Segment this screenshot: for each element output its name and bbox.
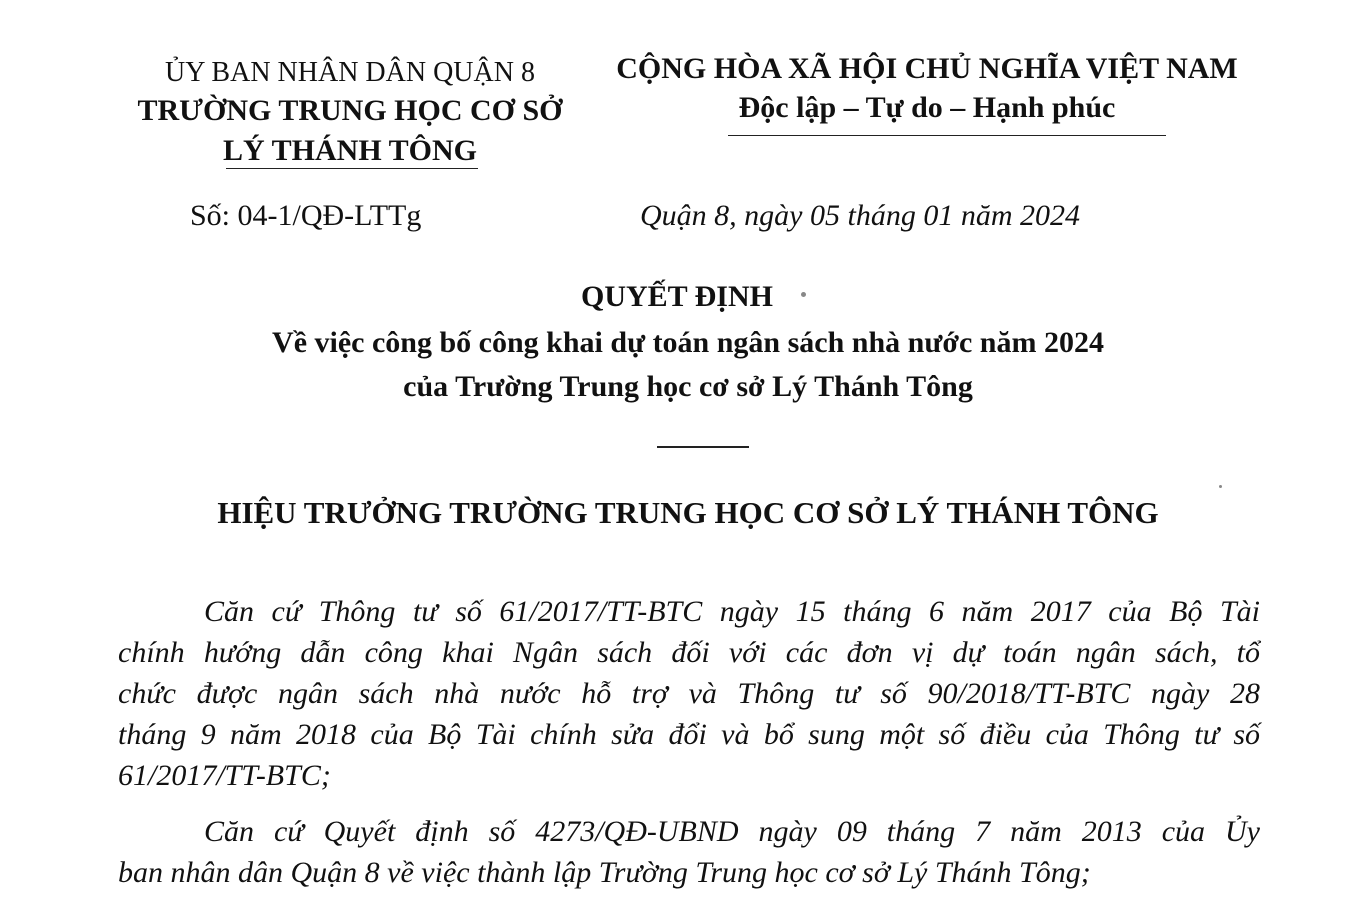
document-title: QUYẾT ĐỊNH [581, 280, 773, 313]
scan-speck [801, 292, 806, 297]
document-subject-line2: của Trường Trung học cơ sở Lý Thánh Tông [403, 370, 973, 403]
legal-basis-paragraph-2 [118, 811, 1260, 893]
title-divider [657, 446, 749, 448]
agency-name-line1: TRƯỜNG TRUNG HỌC CƠ SỞ [137, 94, 563, 127]
motto-underline [728, 135, 1166, 136]
agency-parent-name: ỦY BAN NHÂN DÂN QUẬN 8 [165, 57, 535, 88]
paragraph-line: chính hướng dẫn công khai Ngân sách đối với các đơn vị dự toán ngân sách, tổ [118, 636, 1260, 669]
scan-speck [1219, 485, 1222, 488]
issuing-agency-block [80, 55, 620, 171]
place-and-date: Quận 8, ngày 05 tháng 01 năm 2024 [640, 199, 1080, 232]
paragraph-line: ban nhân dân Quận 8 về việc thành lập Trường Trung học cơ sở Lý Thánh Tông; [118, 856, 1091, 889]
document-number: Số: 04-1/QĐ-LTTg [190, 199, 422, 232]
national-title: CỘNG HÒA XÃ HỘI CHỦ NGHĨA VIỆT NAM [616, 52, 1238, 85]
paragraph-line: tháng 9 năm 2018 của Bộ Tài chính sửa đổi và bổ sung một số điều của Thông tư số [118, 718, 1260, 751]
paragraph-line: chức được ngân sách nhà nước hỗ trợ và Thông tư số 90/2018/TT-BTC ngày 28 [118, 677, 1260, 710]
national-title-block [582, 50, 1272, 128]
agency-underline [226, 168, 478, 169]
document-subject-line1: Về việc công bố công khai dự toán ngân sách nhà nước năm 2024 [272, 326, 1104, 359]
national-motto: Độc lập – Tự do – Hạnh phúc [738, 91, 1116, 124]
issuer-heading: HIỆU TRƯỞNG TRƯỜNG TRUNG HỌC CƠ SỞ LÝ THÁNH TÔNG [217, 495, 1159, 530]
agency-name-line2: LÝ THÁNH TÔNG [223, 134, 477, 167]
legal-basis-paragraph-1 [118, 591, 1260, 796]
paragraph-line: Căn cứ Quyết định số 4273/QĐ-UBND ngày 09 tháng 7 năm 2013 của Ủy [204, 815, 1260, 848]
paragraph-line: 61/2017/TT-BTC; [118, 759, 331, 792]
paragraph-line: Căn cứ Thông tư số 61/2017/TT-BTC ngày 15 tháng 6 năm 2017 của Bộ Tài [204, 595, 1260, 628]
